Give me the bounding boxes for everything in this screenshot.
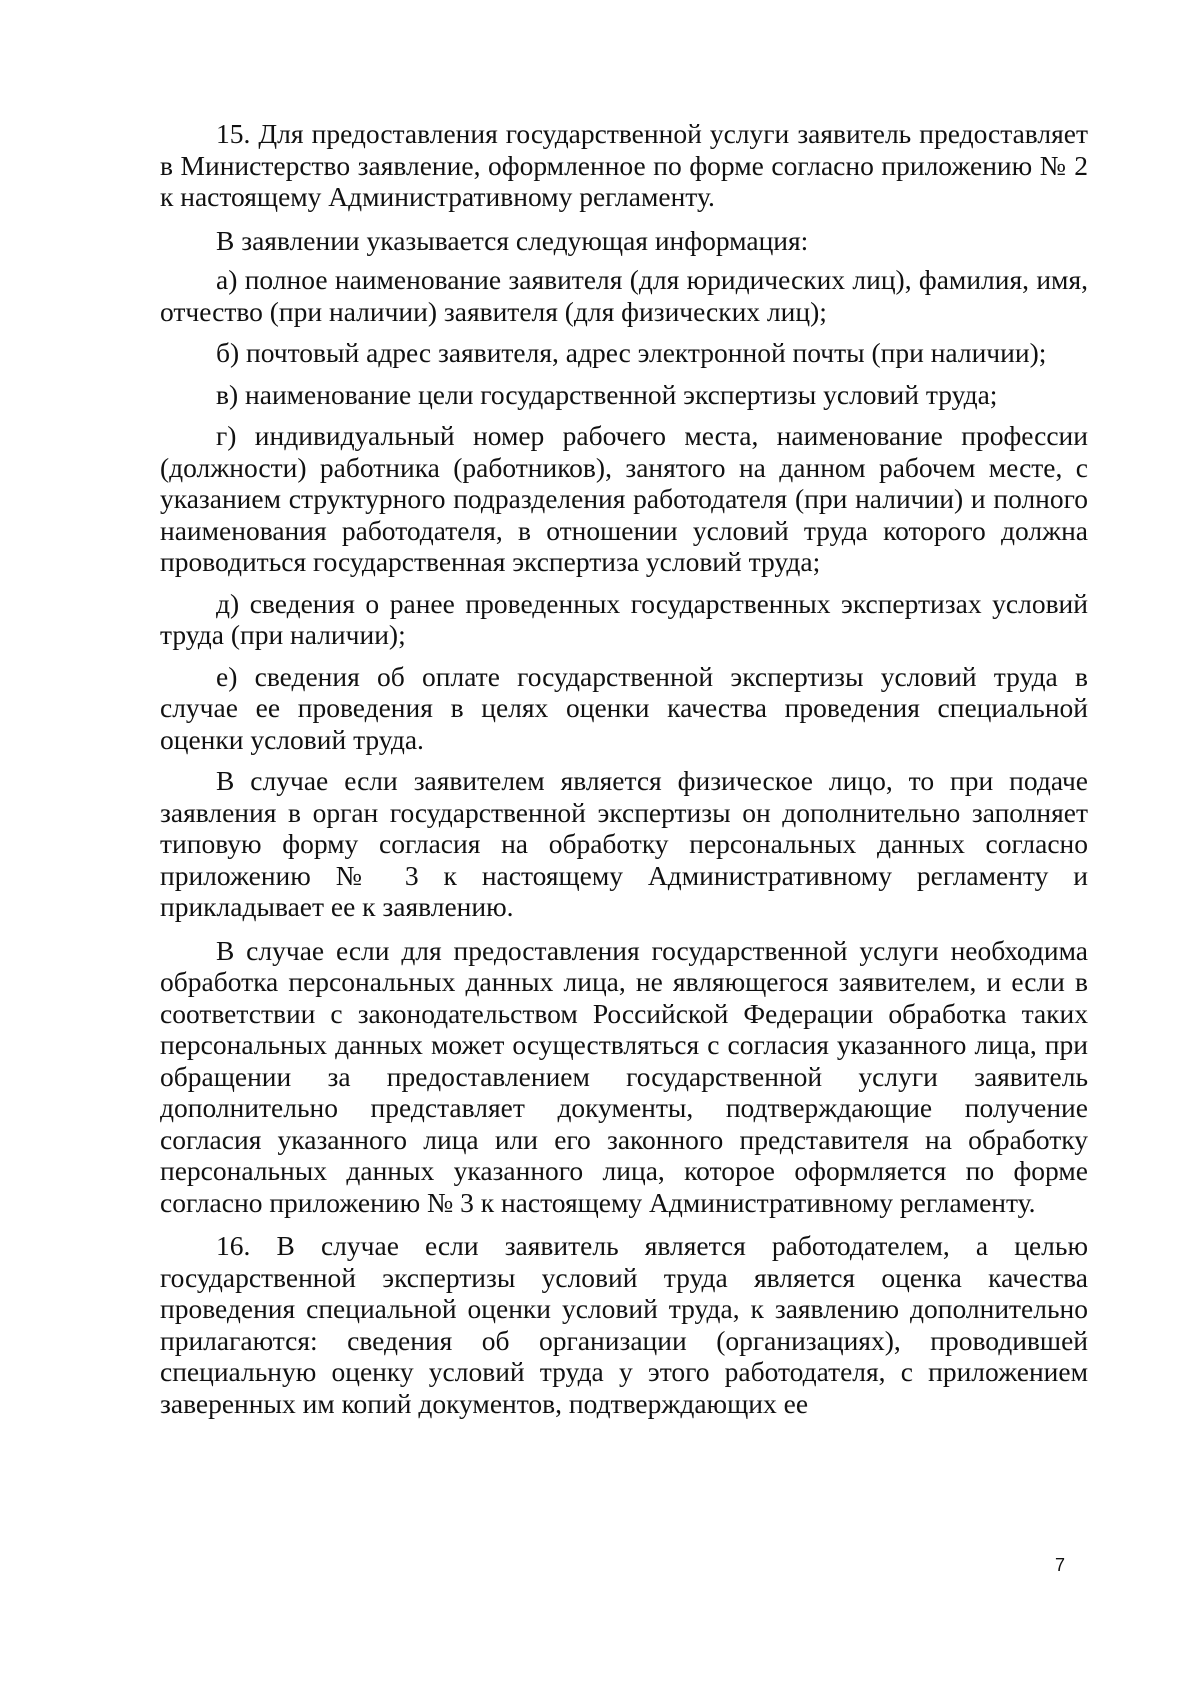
list-item-a: а) полное наименование заявителя (для юридических лиц), фамилия, имя, отчество (при наличии) заявителя (для физических лиц); bbox=[160, 264, 1088, 327]
document-body bbox=[160, 118, 1088, 1427]
paragraph-15: 15. Для предоставления государственной услуги заявитель предоставляет в Министерство заявление, оформленное по форме согласно приложению № 2 к настоящему Административному регламенту. bbox=[160, 118, 1088, 212]
paragraph-16: 16. В случае если заявитель является работодателем, а целью государственной экспертизы условий труда является оценка качества проведения специальной оценки условий труда, к заявлению дополнительно прилагаются: сведения об организации (организациях), проводившей специальную оценку условий труда у этого работодателя, с приложением заверенных им копий документов, подтверждающих ее bbox=[160, 1230, 1088, 1419]
list-item-d: д) сведения о ранее проведенных государственных экспертизах условий труда (при наличии); bbox=[160, 587, 1088, 650]
list-item-v: в) наименование цели государственной экспертизы условий труда; bbox=[216, 378, 998, 410]
paragraph-info-intro: В заявлении указывается следующая информация: bbox=[216, 224, 809, 256]
paragraph-physical-person: В случае если заявителем является физическое лицо, то при подаче заявления в орган государственной экспертизы он дополнительно заполняет типовую форму согласия на обработку персональных данных согласно приложению № 3 к настоящему Административному регламенту и прикладывает ее к заявлению. bbox=[160, 765, 1088, 922]
list-item-e: е) сведения об оплате государственной экспертизы условий труда в случае ее проведения в целях оценки качества проведения специальной оценки условий труда. bbox=[160, 660, 1088, 755]
page-number: 7 bbox=[1055, 1555, 1066, 1575]
list-item-g: г) индивидуальный номер рабочего места, наименование профессии (должности) работника (работников), занятого на данном рабочем месте, с указанием структурного подразделения работодателя (при наличии) и полного наименования работодателя, в отношении условий труда которого должна проводиться государственная экспертиза условий труда; bbox=[160, 420, 1088, 577]
list-item-b: б) почтовый адрес заявителя, адрес электронной почты (при наличии); bbox=[216, 337, 1047, 368]
paragraph-third-party-consent: В случае если для предоставления государственной услуги необходима обработка персональных данных лица, не являющегося заявителем, и если в соответствии с законодательством Российской Федерации обработка таких персональных данных может осуществляться с согласия указанного лица, при обращении за предоставлением государственной услуги заявитель дополнительно представляет документы, подтверждающие получение согласия указанного лица или его законного представителя на обработку персональных данных указанного лица, которое оформляется по форме согласно приложению № 3 к настоящему Административному регламенту. bbox=[160, 934, 1088, 1218]
